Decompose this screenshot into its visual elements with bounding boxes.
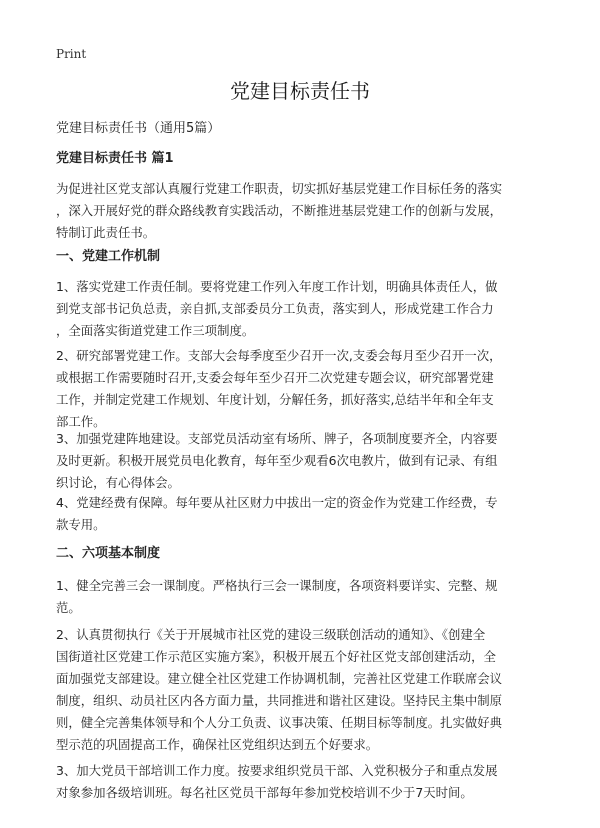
- paragraph-line: 4、党建经费有保障。每年要从社区财力中拔出一定的资金作为党建工作经费，专: [56, 495, 498, 510]
- document-title: 党建目标责任书: [230, 79, 370, 103]
- paragraph-line: 则，健全完善集体领导和个人分工负责、议事决策、任期目标等制度。扎实做好典: [56, 715, 503, 730]
- paragraph-line: 部工作。: [56, 414, 106, 429]
- paragraph-line: 1、健全完善三会一课制度。严格执行三会一课制度，各项资料要详实、完整、规: [56, 578, 498, 593]
- paragraph-line: 到党支部书记负总责，亲自抓,支部委员分工负责，落实到人，形成党建工作合力: [56, 301, 494, 316]
- intro-line: ，深入开展好党的群众路线教育实践活动，不断推进基层党建工作的创新与发展，: [56, 203, 503, 218]
- paragraph-line: 款专用。: [56, 517, 106, 532]
- intro-paragraph: [56, 178, 554, 244]
- paragraph-line: 对象参加各级培训班。每名社区党员干部每年参加党校培训不少于7天时间。: [56, 785, 473, 800]
- paragraph-line: 2、认真贯彻执行《关于开展城市社区党的建设三级联创活动的通知》、《创建全: [56, 627, 486, 642]
- intro-line: 为促进社区党支部认真履行党建工作职责，切实抓好基层党建工作目标任务的落实: [56, 181, 503, 196]
- mechanism-item-1: [56, 276, 554, 342]
- section-heading-systems: 二、六项基本制度: [56, 546, 161, 561]
- paragraph-line: 2、研究部署党建工作。支部大会每季度至少召开一次,支委会每月至少召开一次，: [56, 348, 502, 363]
- intro-line: 特制订此责任书。: [56, 225, 156, 240]
- mechanism-item-2: [56, 345, 554, 433]
- section-heading-mechanism: 一、党建工作机制: [56, 249, 161, 264]
- paragraph-line: 1、落实党建工作责任制。要将党建工作列入年度工作计划，明确具体责任人，做: [56, 279, 498, 294]
- document-subtitle: 党建目标责任书（通用5篇）: [56, 121, 221, 136]
- systems-item-3: [56, 760, 554, 804]
- paragraph-line: 型示范的巩固提高工作，确保社区党组织达到五个好要求。: [56, 737, 379, 752]
- mechanism-item-4: [56, 492, 554, 536]
- paragraph-line: 3、加强党建阵地建设。支部党员活动室有场所、牌子，各项制度要齐全，内容要: [56, 431, 498, 446]
- paragraph-line: 织讨论，有心得体会。: [56, 475, 180, 490]
- mechanism-item-3: [56, 428, 554, 494]
- paragraph-line: 面加强党支部建设。建立健全社区党建工作协调机制，完善社区党建工作联席会议: [56, 671, 503, 686]
- article-heading: 党建目标责任书 篇1: [56, 151, 174, 166]
- paragraph-line: 范。: [56, 600, 81, 615]
- systems-item-1: [56, 575, 554, 619]
- paragraph-line: 国街道社区党建工作示范区实施方案》，积极开展五个好社区党支部创建活动，全: [56, 649, 496, 664]
- paragraph-line: 及时更新。积极开展党员电化教育，每年至少观看6次电教片，做到有记录、有组: [56, 453, 498, 468]
- print-link[interactable]: Print: [56, 47, 87, 61]
- paragraph-line: 3、加大党员干部培训工作力度。按要求组织党员干部、入党积极分子和重点发展: [56, 763, 498, 778]
- paragraph-line: 制度，组织、动员社区内各方面力量，共同推进和谐社区建设。坚持民主集中制原: [56, 693, 503, 708]
- paragraph-line: 或根据工作需要随时召开,支委会每年至少召开二次党建专题会议，研究部署党建: [56, 370, 494, 385]
- systems-item-2: [56, 624, 554, 756]
- paragraph-line: ，全面落实街道党建工作三项制度。: [56, 323, 255, 338]
- paragraph-line: 工作，并制定党建工作规划、年度计划，分解任务，抓好落实,总结半年和全年支: [56, 392, 494, 407]
